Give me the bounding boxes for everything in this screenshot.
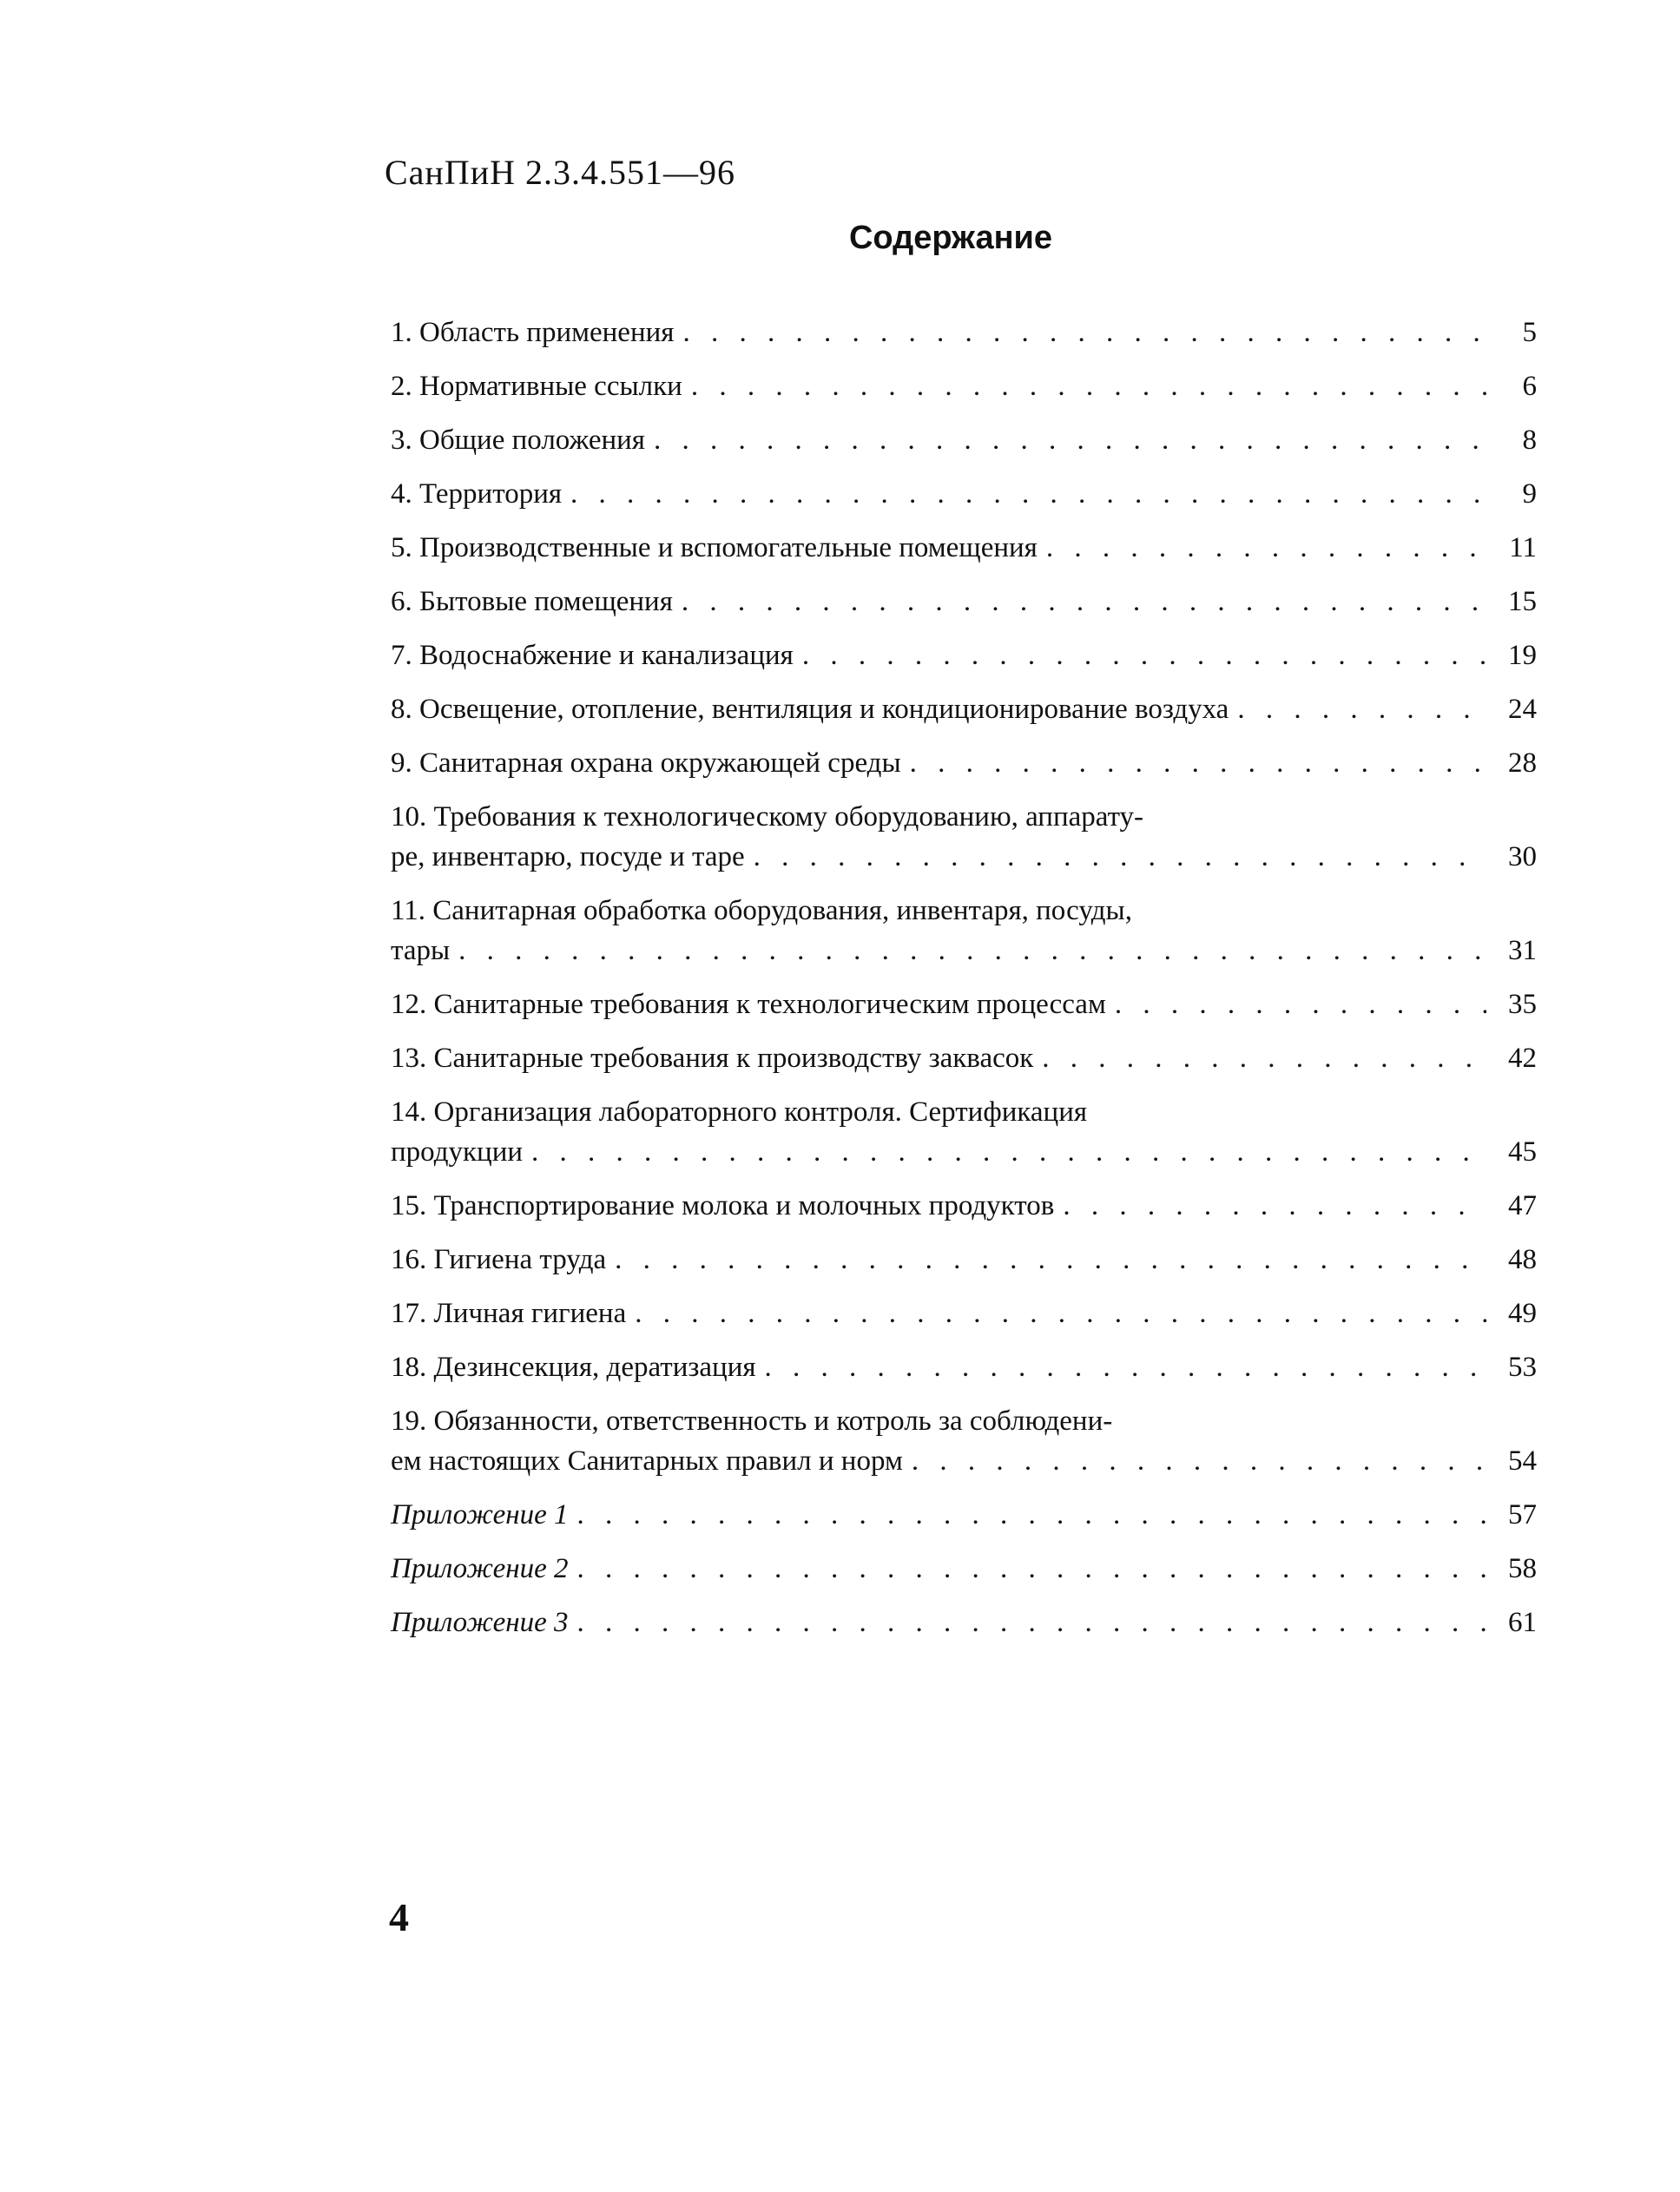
toc-entry-label: 16. Гигиена труда [391,1244,607,1275]
toc-entry-label: 2. Нормативные ссылки [391,371,682,402]
toc-entry-page: 58 [1508,1553,1537,1584]
dot-leader [1237,689,1486,729]
toc-entry[interactable] [391,366,1537,420]
toc-entry-label: 18. Дезинсекция, дератизация [391,1352,756,1383]
toc-entry-page: 15 [1508,586,1537,617]
toc-entry-page: 24 [1508,694,1537,725]
toc-entry[interactable] [391,635,1537,689]
toc-entry[interactable] [391,420,1537,474]
toc-entry-page: 30 [1508,841,1537,872]
toc-entry[interactable] [391,1092,1537,1186]
toc-entry-label: 13. Санитарные требования к производству заквасок [391,1043,1034,1074]
toc-entry-page: 47 [1508,1190,1537,1221]
toc-entry-label: 17. Личная гигиена [391,1298,627,1329]
toc-entry-label: 8. Освещение, отопление, вентиляция и кондиционирование воздуха [391,694,1229,725]
dot-leader [576,1603,1486,1642]
toc-entry[interactable] [391,1186,1537,1240]
toc-entry-page: 49 [1508,1298,1537,1329]
dot-leader [1042,1038,1486,1078]
toc-entry-page: 19 [1508,640,1537,671]
toc-entry-appendix[interactable] [391,1603,1537,1656]
dot-leader [754,837,1486,877]
dot-leader [802,635,1486,675]
toc-entry[interactable] [391,1293,1537,1347]
dot-leader [576,1549,1486,1589]
toc-entry-page: 35 [1508,989,1537,1020]
dot-leader [682,582,1486,622]
toc-entry-page: 54 [1508,1445,1537,1477]
dot-leader [912,1441,1486,1481]
dot-leader [682,313,1486,352]
toc-entry-label-line1: 10. Требования к технологическому оборудованию, аппарату- [391,801,1144,833]
toc-title: Содержание [848,220,1053,256]
toc-entry[interactable] [391,1038,1537,1092]
toc-entry-page: 28 [1508,747,1537,779]
toc-entry-label: 1. Область применения [391,317,675,348]
toc-entry[interactable] [391,313,1537,366]
dot-leader [1063,1186,1486,1226]
toc-entry-appendix[interactable] [391,1549,1537,1603]
dot-leader [531,1132,1486,1172]
toc-entry-page: 45 [1508,1136,1537,1168]
toc-entry[interactable] [391,689,1537,743]
toc-entry-label: 15. Транспортирование молока и молочных продуктов [391,1190,1055,1221]
toc-entry-label-line2: тары [391,935,451,966]
dot-leader [1046,528,1486,568]
toc-entry-label-line1: 11. Санитарная обработка оборудования, инвентаря, посуды, [391,895,1132,926]
toc-entry-page: 5 [1522,317,1537,348]
dot-leader [458,931,1486,971]
table-of-contents [391,313,1537,1656]
toc-entry[interactable] [391,797,1537,891]
toc-entry-label: Приложение 1 [391,1499,569,1530]
document-code: СанПиН 2.3.4.551—96 [385,153,736,192]
dot-leader [765,1347,1486,1387]
toc-entry-page: 53 [1508,1352,1537,1383]
dot-leader [1115,984,1486,1024]
toc-entry-label-line2: ре, инвентарю, посуде и таре [391,841,745,872]
toc-entry[interactable] [391,743,1537,797]
page-number: 4 [389,1895,409,1939]
toc-entry-page: 61 [1508,1607,1537,1638]
toc-entry[interactable] [391,582,1537,635]
toc-entry-label: Приложение 3 [391,1607,569,1638]
dot-leader [654,420,1486,460]
toc-entry-label-line2: ем настоящих Санитарных правил и норм [391,1445,903,1477]
toc-entry-label: 3. Общие положения [391,425,645,456]
toc-entry-page: 11 [1509,532,1537,563]
dot-leader [910,743,1486,783]
toc-entry-page: 8 [1522,425,1537,456]
toc-entry-label: 4. Территория [391,478,563,510]
toc-entry[interactable] [391,984,1537,1038]
toc-entry-label-line1: 19. Обязанности, ответственность и котроль за соблюдени- [391,1405,1113,1437]
toc-entry-label-line2: продукции [391,1136,524,1168]
toc-entry-label: 6. Бытовые помещения [391,586,673,617]
toc-entry[interactable] [391,1401,1537,1495]
toc-entry-page: 42 [1508,1043,1537,1074]
toc-entry[interactable] [391,474,1537,528]
dot-leader [691,366,1486,406]
toc-entry-page: 6 [1522,371,1537,402]
dot-leader [576,1495,1486,1535]
dot-leader [615,1240,1486,1280]
toc-entry[interactable] [391,891,1537,984]
toc-entry-label: Приложение 2 [391,1553,569,1584]
toc-entry-page: 48 [1508,1244,1537,1275]
toc-entry-page: 9 [1522,478,1537,510]
toc-entry-page: 57 [1508,1499,1537,1530]
toc-entry[interactable] [391,528,1537,582]
toc-entry[interactable] [391,1347,1537,1401]
toc-entry-appendix[interactable] [391,1495,1537,1549]
toc-entry-label: 9. Санитарная охрана окружающей среды [391,747,901,779]
toc-entry-label: 7. Водоснабжение и канализация [391,640,794,671]
dot-leader [635,1293,1486,1333]
toc-entry[interactable] [391,1240,1537,1293]
toc-entry-page: 31 [1508,935,1537,966]
dot-leader [570,474,1486,514]
toc-entry-label-line1: 14. Организация лабораторного контроля. Сертификация [391,1096,1088,1128]
toc-entry-label: 5. Производственные и вспомогательные помещения [391,532,1038,563]
toc-entry-label: 12. Санитарные требования к технологическим процессам [391,989,1106,1020]
